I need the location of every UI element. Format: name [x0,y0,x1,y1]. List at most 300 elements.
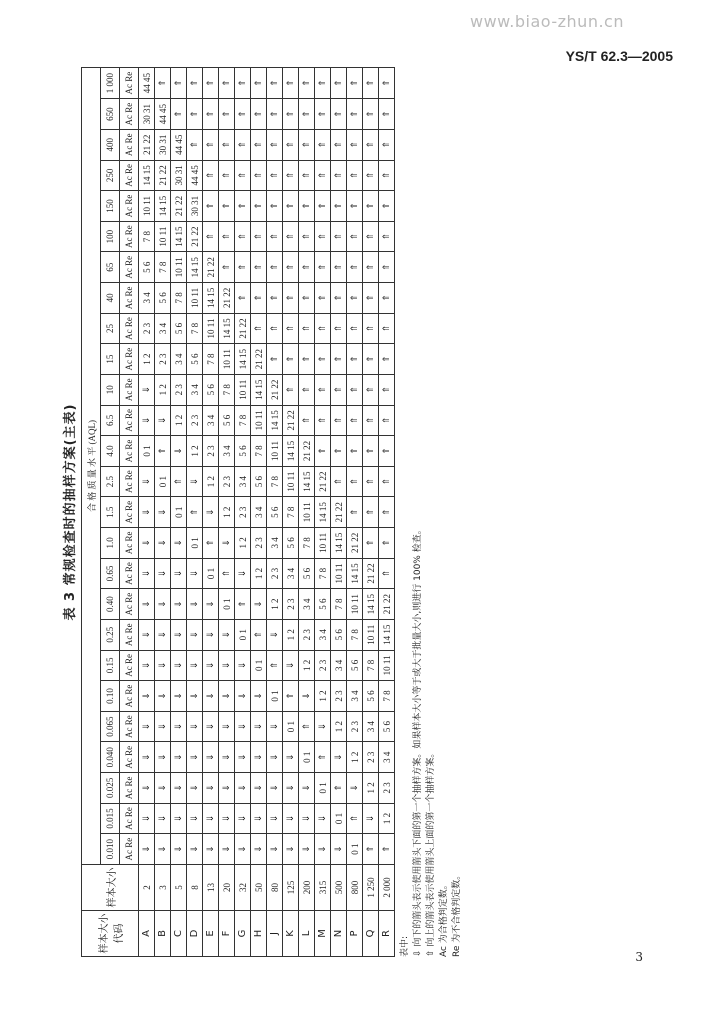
sample-size-code: G [235,910,251,956]
plan-cell: ⇓ [283,773,299,804]
plan-cell: ⇑ [363,129,379,160]
plan-cell: 3 4 [267,528,283,559]
plan-cell: 5 6 [315,589,331,620]
plan-cell: ⇑ [251,221,267,252]
plan-cell: ⇑ [347,252,363,283]
plan-cell: ⇓ [267,803,283,834]
plan-cell: ⇑ [379,221,395,252]
plan-cell: 2 3 [251,528,267,559]
plan-cell: ⇑ [347,99,363,130]
plan-cell: ⇑ [347,160,363,191]
table-row [363,68,379,957]
sample-size-code: N [331,910,347,956]
sample-size: 315 [315,864,331,910]
plan-cell: 10 11 [347,589,363,620]
aql-level: 40 [101,283,120,314]
plan-cell: ⇓ [219,773,235,804]
aql-level: 0.015 [101,803,120,834]
sample-size: 200 [299,864,315,910]
plan-cell: 14 15 [187,252,203,283]
plan-cell: ⇑ [203,99,219,130]
plan-cell: ⇑ [235,252,251,283]
plan-cell: ⇑ [315,283,331,314]
header-aql-label: 合 格 质 量 水 平 (AQL) [82,68,101,865]
plan-cell: ⇑ [187,68,203,99]
plan-cell: ⇓ [203,742,219,773]
sample-size: 50 [251,864,267,910]
plan-cell: ⇓ [187,619,203,650]
plan-cell: ⇓ [251,773,267,804]
plan-cell: 3 4 [251,497,267,528]
plan-cell: ⇓ [171,650,187,681]
plan-cell: ⇓ [299,773,315,804]
plan-cell: ⇑ [347,436,363,467]
plan-cell: ⇑ [251,619,267,650]
plan-cell: ⇑ [315,191,331,222]
note-line: Re 为不合格判定数。 [452,870,462,957]
plan-cell: ⇓ [251,589,267,620]
plan-cell: 7 8 [267,466,283,497]
plan-cell: ⇓ [155,528,171,559]
plan-cell: ⇑ [315,313,331,344]
plan-cell: 0 1 [139,436,155,467]
plan-cell: ⇓ [267,711,283,742]
plan-cell: ⇓ [331,742,347,773]
plan-cell: 21 22 [235,313,251,344]
plan-cell: ⇑ [315,344,331,375]
ac-re-label: Ac Re [120,681,139,712]
rotated-table-region [61,67,651,957]
plan-cell: ⇓ [155,711,171,742]
sample-size: 2 000 [379,864,395,910]
plan-cell: 1 2 [379,803,395,834]
plan-cell: ⇓ [203,681,219,712]
plan-cell: ⇑ [235,160,251,191]
plan-cell: 10 11 [155,221,171,252]
plan-cell: 10 11 [299,497,315,528]
ac-re-label: Ac Re [120,803,139,834]
plan-cell: 3 4 [235,466,251,497]
plan-cell: 3 4 [379,742,395,773]
aql-level: 0.25 [101,619,120,650]
plan-cell: ⇑ [251,313,267,344]
plan-cell: ⇑ [379,313,395,344]
plan-cell: ⇓ [187,773,203,804]
plan-cell: ⇑ [187,497,203,528]
aql-level: 1.5 [101,497,120,528]
plan-cell: 14 15 [299,466,315,497]
plan-cell: ⇑ [283,374,299,405]
plan-cell: ⇑ [219,191,235,222]
plan-cell: ⇑ [267,99,283,130]
note-line: ⇩ 向下的箭头表示使用箭头下面的第一个抽样方案。如果样本大小等于或大于批量大小,则进行 100% 检查。 [413,525,423,957]
plan-cell: 1 2 [267,589,283,620]
plan-cell: ⇑ [299,711,315,742]
ac-re-label: Ac Re [120,191,139,222]
aql-level: 650 [101,99,120,130]
table-row [187,68,203,957]
sample-size: 2 [139,864,155,910]
plan-cell: ⇓ [203,711,219,742]
plan-cell: ⇓ [155,681,171,712]
plan-cell: ⇑ [315,221,331,252]
plan-cell: 14 15 [139,160,155,191]
plan-cell: ⇑ [299,99,315,130]
ac-re-label: Ac Re [120,252,139,283]
plan-cell: ⇑ [331,283,347,314]
plan-cell: ⇓ [139,497,155,528]
plan-cell: ⇑ [379,374,395,405]
table-row [379,68,395,957]
aql-level: 100 [101,221,120,252]
plan-cell: 14 15 [203,283,219,314]
plan-cell: ⇑ [331,160,347,191]
plan-cell: 21 22 [283,405,299,436]
plan-cell: ⇑ [347,68,363,99]
plan-cell: 5 6 [299,558,315,589]
plan-cell: ⇓ [203,497,219,528]
plan-cell: ⇓ [235,558,251,589]
plan-cell: ⇓ [155,742,171,773]
plan-cell: ⇓ [251,711,267,742]
plan-cell: 21 22 [187,221,203,252]
plan-cell: ⇑ [331,374,347,405]
plan-cell: ⇑ [331,405,347,436]
plan-cell: ⇑ [267,191,283,222]
plan-cell: 44 45 [187,160,203,191]
plan-cell: ⇑ [203,528,219,559]
plan-cell: ⇑ [379,466,395,497]
ac-re-label: Ac Re [120,68,139,99]
plan-cell: ⇑ [347,344,363,375]
plan-cell: 7 8 [235,405,251,436]
plan-cell: ⇓ [283,742,299,773]
plan-cell: 30 31 [155,129,171,160]
plan-cell: 2 3 [347,711,363,742]
plan-cell: ⇓ [251,803,267,834]
ac-re-label: Ac Re [120,313,139,344]
plan-cell: 21 22 [171,191,187,222]
plan-cell: ⇑ [219,99,235,130]
plan-cell: ⇑ [219,68,235,99]
plan-cell: ⇓ [187,650,203,681]
plan-cell: ⇓ [283,803,299,834]
plan-cell: ⇓ [139,742,155,773]
plan-cell: ⇓ [139,558,155,589]
plan-cell: 2 3 [155,344,171,375]
plan-cell: ⇓ [251,681,267,712]
plan-cell: 7 8 [299,528,315,559]
plan-cell: ⇓ [187,589,203,620]
plan-cell: ⇑ [283,252,299,283]
plan-cell: ⇓ [235,742,251,773]
plan-cell: ⇑ [299,160,315,191]
plan-cell: 1 2 [299,650,315,681]
ac-re-label: Ac Re [120,129,139,160]
plan-cell: ⇑ [283,681,299,712]
plan-cell: ⇓ [171,803,187,834]
plan-cell: 0 1 [155,466,171,497]
plan-cell: ⇓ [187,681,203,712]
plan-cell: ⇓ [155,558,171,589]
plan-cell: ⇓ [171,528,187,559]
sample-size: 13 [203,864,219,910]
plan-cell: ⇑ [283,344,299,375]
plan-cell: ⇑ [299,405,315,436]
plan-cell: 2 3 [283,589,299,620]
plan-cell: 0 1 [347,834,363,865]
plan-cell: ⇓ [171,711,187,742]
plan-cell: ⇑ [363,374,379,405]
plan-cell: ⇓ [203,773,219,804]
plan-cell: ⇓ [251,742,267,773]
plan-cell: ⇓ [203,834,219,865]
plan-cell: 10 11 [171,252,187,283]
plan-cell: 1 2 [315,681,331,712]
plan-cell: ⇑ [299,313,315,344]
plan-cell: 0 1 [267,681,283,712]
plan-cell: 3 4 [299,589,315,620]
plan-cell: 10 11 [235,374,251,405]
plan-cell: 1 2 [235,528,251,559]
plan-cell: ⇑ [203,68,219,99]
plan-cell: 10 11 [219,344,235,375]
sample-size-code: M [315,910,331,956]
plan-cell: ⇑ [235,221,251,252]
sample-size: 5 [171,864,187,910]
plan-cell: ⇑ [363,405,379,436]
plan-cell: ⇓ [363,803,379,834]
plan-cell: 1 2 [155,374,171,405]
plan-cell: ⇑ [299,344,315,375]
plan-cell: ⇓ [171,558,187,589]
plan-cell: 5 6 [171,313,187,344]
plan-cell: ⇑ [283,160,299,191]
plan-cell: 10 11 [331,558,347,589]
ac-re-label: Ac Re [120,466,139,497]
plan-cell: ⇑ [315,160,331,191]
plan-cell: ⇑ [379,558,395,589]
plan-cell: 14 15 [331,528,347,559]
plan-cell: ⇑ [267,68,283,99]
aql-level: 4.0 [101,436,120,467]
plan-cell: 14 15 [379,619,395,650]
plan-cell: ⇑ [267,650,283,681]
plan-cell: ⇑ [363,466,379,497]
plan-cell: ⇓ [155,803,171,834]
plan-cell: ⇓ [235,773,251,804]
plan-cell: ⇑ [283,191,299,222]
plan-cell: ⇑ [363,834,379,865]
plan-cell: ⇑ [331,68,347,99]
plan-cell: 0 1 [251,650,267,681]
plan-cell: ⇑ [283,283,299,314]
plan-cell: 3 4 [347,681,363,712]
plan-cell: 1 2 [331,711,347,742]
plan-cell: ⇑ [251,129,267,160]
sample-size: 800 [347,864,363,910]
plan-cell: ⇑ [187,129,203,160]
plan-cell: ⇑ [347,374,363,405]
sample-size: 32 [235,864,251,910]
plan-cell: 21 22 [251,344,267,375]
plan-cell: ⇓ [139,711,155,742]
plan-cell: 7 8 [155,252,171,283]
plan-cell: ⇓ [139,619,155,650]
plan-cell: 10 11 [187,283,203,314]
plan-cell: 5 6 [347,650,363,681]
aql-level: 0.025 [101,773,120,804]
plan-cell: 21 22 [315,466,331,497]
plan-cell: ⇑ [379,191,395,222]
aql-level: 6.5 [101,405,120,436]
plan-cell: ⇓ [315,711,331,742]
sampling-plan-table [81,67,395,957]
plan-cell: ⇑ [219,221,235,252]
plan-cell: ⇑ [331,252,347,283]
plan-cell: ⇑ [315,68,331,99]
plan-cell: ⇑ [283,68,299,99]
plan-cell: ⇑ [235,589,251,620]
plan-cell: ⇓ [219,650,235,681]
plan-cell: 5 6 [379,711,395,742]
plan-cell: ⇓ [187,803,203,834]
plan-cell: ⇑ [283,221,299,252]
aql-level: 0.65 [101,558,120,589]
plan-cell: ⇓ [171,681,187,712]
plan-cell: 7 8 [171,283,187,314]
plan-cell: 30 31 [139,99,155,130]
plan-cell: ⇓ [139,803,155,834]
plan-cell: ⇑ [171,68,187,99]
aql-level: 0.40 [101,589,120,620]
table-row [315,68,331,957]
aql-level: 400 [101,129,120,160]
ac-re-label: Ac Re [120,374,139,405]
plan-cell: 3 4 [155,313,171,344]
plan-cell: ⇑ [379,68,395,99]
plan-cell: ⇓ [187,834,203,865]
plan-cell: ⇑ [283,313,299,344]
plan-cell: ⇑ [347,497,363,528]
plan-cell: ⇓ [171,834,187,865]
plan-cell: ⇑ [379,160,395,191]
note-line: Ac 为合格判定数。 [439,880,449,957]
sample-size-code: F [219,910,235,956]
plan-cell: ⇑ [155,436,171,467]
table-title: 表 3 常规检查时的抽样方案(主表) [63,403,78,621]
plan-cell: ⇑ [331,466,347,497]
plan-cell: ⇓ [331,834,347,865]
plan-cell: 14 15 [363,589,379,620]
plan-cell: ⇑ [315,742,331,773]
plan-cell: ⇓ [251,834,267,865]
plan-cell: ⇑ [251,191,267,222]
plan-cell: ⇑ [379,283,395,314]
table-row [171,68,187,957]
table-row [251,68,267,957]
plan-cell: 0 1 [171,497,187,528]
plan-cell: 14 15 [171,221,187,252]
plan-cell: ⇓ [219,619,235,650]
plan-cell: 3 4 [363,711,379,742]
ac-re-label: Ac Re [120,344,139,375]
plan-cell: 10 11 [363,619,379,650]
plan-cell: ⇑ [219,558,235,589]
plan-cell: ⇑ [267,252,283,283]
aql-level: 0.065 [101,711,120,742]
sample-size-code: E [203,910,219,956]
plan-cell: 14 15 [235,344,251,375]
plan-cell: 44 45 [139,68,155,99]
plan-cell: ⇑ [347,283,363,314]
plan-cell: ⇑ [251,283,267,314]
plan-cell: 21 22 [219,283,235,314]
plan-cell: ⇑ [315,374,331,405]
plan-cell: ⇓ [235,711,251,742]
plan-cell: ⇑ [379,252,395,283]
plan-cell: ⇓ [235,803,251,834]
plan-cell: 2 3 [171,374,187,405]
plan-cell: ⇓ [171,742,187,773]
plan-cell: ⇑ [155,68,171,99]
header-code-label: 样本大小代码 [82,910,139,956]
plan-cell: ⇑ [203,160,219,191]
plan-cell: ⇓ [315,803,331,834]
plan-cell: ⇓ [171,589,187,620]
plan-cell: ⇓ [315,834,331,865]
plan-cell: 2 3 [219,466,235,497]
plan-cell: 10 11 [251,405,267,436]
plan-cell: ⇓ [267,834,283,865]
ac-re-label: Ac Re [120,558,139,589]
ac-re-label: Ac Re [120,528,139,559]
plan-cell: ⇑ [379,129,395,160]
table-notes [399,67,464,957]
plan-cell: 5 6 [251,466,267,497]
aql-level: 250 [101,160,120,191]
plan-cell: ⇓ [219,528,235,559]
plan-cell: ⇑ [331,129,347,160]
aql-level-row [101,68,120,957]
plan-cell: ⇑ [363,252,379,283]
plan-cell: ⇑ [379,436,395,467]
plan-cell: 5 6 [363,681,379,712]
plan-cell: ⇓ [203,589,219,620]
aql-level: 0.15 [101,650,120,681]
sample-size-code: Q [363,910,379,956]
plan-cell: ⇑ [363,283,379,314]
plan-cell: ⇑ [299,221,315,252]
table-row [203,68,219,957]
plan-cell: 14 15 [219,313,235,344]
plan-cell: ⇓ [299,834,315,865]
plan-cell: ⇑ [171,99,187,130]
plan-cell: 14 15 [267,405,283,436]
plan-cell: ⇓ [299,803,315,834]
plan-cell: 5 6 [139,252,155,283]
plan-cell: ⇓ [235,650,251,681]
plan-cell: ⇑ [235,68,251,99]
plan-cell: 7 8 [331,589,347,620]
sample-size-code: L [299,910,315,956]
plan-cell: ⇓ [139,773,155,804]
plan-cell: 1 2 [363,773,379,804]
plan-cell: 10 11 [267,436,283,467]
plan-cell: ⇑ [251,160,267,191]
aql-level: 10 [101,374,120,405]
ac-re-label: Ac Re [120,589,139,620]
